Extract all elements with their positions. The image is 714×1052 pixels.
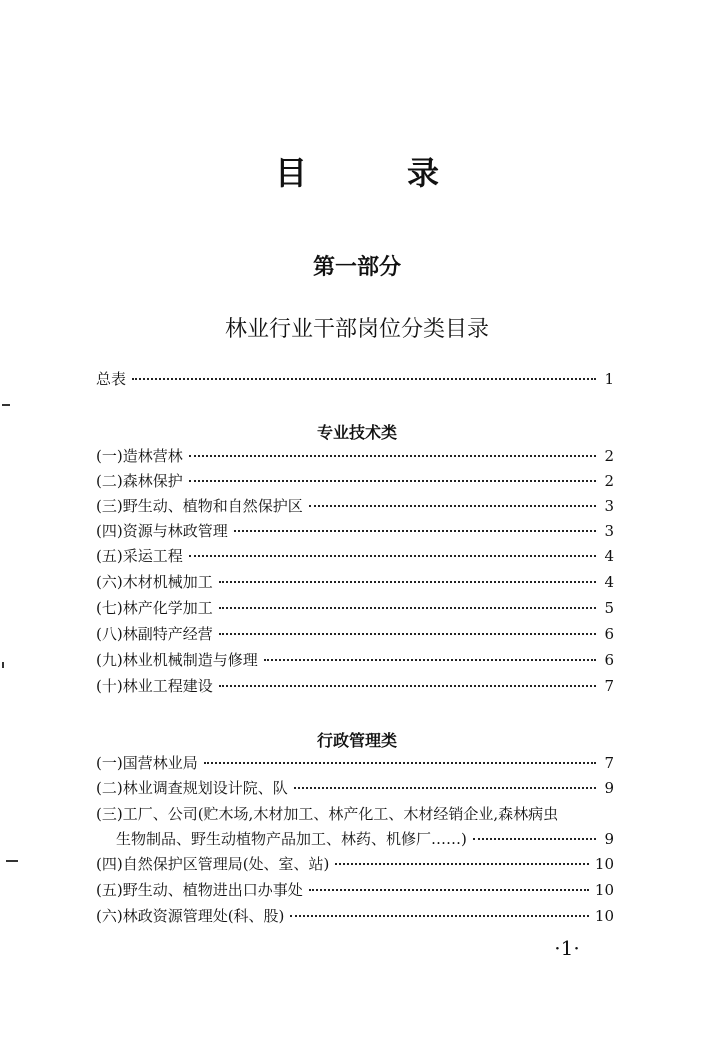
toc-entry[interactable] (96, 879, 614, 901)
dot-leader (219, 685, 596, 687)
toc-entry-page: 7 (604, 677, 614, 695)
toc-entry-continuation[interactable] (116, 828, 614, 850)
section-heading-technical: 专业技术类 (316, 423, 397, 442)
scan-artifact (2, 404, 10, 406)
toc-entry[interactable] (96, 545, 614, 567)
toc-entry-page: 9 (604, 779, 614, 797)
scan-artifact (6, 860, 18, 862)
dot-leader (219, 607, 596, 609)
toc-entry-page: 2 (604, 472, 614, 490)
dot-leader (189, 480, 596, 482)
toc-entry-label: (五)野生动、植物进出口办事处 (96, 881, 303, 899)
toc-entry-summary[interactable] (96, 368, 614, 390)
dot-leader (234, 530, 596, 532)
toc-entry[interactable] (96, 752, 614, 774)
toc-entry-label: (五)采运工程 (96, 547, 183, 565)
dot-leader (290, 915, 588, 917)
toc-entry[interactable] (96, 649, 614, 671)
toc-entry[interactable] (96, 853, 614, 875)
dot-leader (335, 863, 588, 865)
toc-entry[interactable] (96, 675, 614, 697)
toc-entry-label: (四)资源与林政管理 (96, 522, 228, 540)
toc-entry-page: 1 (604, 370, 614, 388)
toc-entry[interactable] (96, 777, 614, 799)
toc-entry-label: (三)野生动、植物和自然保护区 (96, 497, 303, 515)
dot-leader (189, 455, 596, 457)
toc-entry-page: 2 (604, 447, 614, 465)
dot-leader (189, 555, 596, 557)
toc-entry[interactable] (96, 445, 614, 467)
toc-entry-page: 7 (604, 754, 614, 772)
toc-entry-label: 生物制品、野生动植物产品加工、林药、机修厂……) (116, 830, 467, 848)
toc-entry-label-multiline[interactable]: (三)工厂、公司(贮木场,木材加工、林产化工、木材经销企业,森林病虫 (96, 805, 559, 823)
toc-entry[interactable] (96, 905, 614, 927)
toc-entry-page: 4 (604, 547, 614, 565)
toc-entry-label: (一)国营林业局 (96, 754, 198, 772)
toc-entry[interactable] (96, 495, 614, 517)
dot-leader (309, 889, 589, 891)
toc-entry-page: 6 (604, 625, 614, 643)
toc-entry[interactable] (96, 520, 614, 542)
dot-leader (294, 787, 596, 789)
dot-leader (264, 659, 596, 661)
dot-leader (132, 378, 596, 380)
dot-leader (219, 581, 596, 583)
toc-entry-page: 3 (604, 522, 614, 540)
toc-entry-label: (一)造林营林 (96, 447, 183, 465)
dot-leader (309, 505, 596, 507)
dot-leader (219, 633, 596, 635)
toc-entry-page: 4 (604, 573, 614, 591)
toc-entry-label: (二)森林保护 (96, 472, 183, 490)
toc-entry-label: 总表 (96, 370, 127, 388)
toc-entry[interactable] (96, 571, 614, 593)
toc-entry-label: (九)林业机械制造与修理 (96, 651, 258, 669)
footer-page-number: ·1· (554, 936, 580, 960)
toc-entry-page: 6 (604, 651, 614, 669)
dot-leader (204, 762, 596, 764)
toc-entry[interactable] (96, 470, 614, 492)
toc-entry-page: 10 (594, 907, 614, 925)
toc-entry-label: (十)林业工程建设 (96, 677, 213, 695)
toc-entry-page: 10 (594, 881, 614, 899)
toc-entry-label: (二)林业调查规划设计院、队 (96, 779, 288, 797)
toc-title: 目 录 (274, 154, 473, 192)
section-heading-administrative: 行政管理类 (316, 731, 397, 750)
toc-entry-label: (六)林政资源管理处(科、股) (96, 907, 285, 925)
toc-entry-page: 5 (604, 599, 614, 617)
toc-entry[interactable] (96, 623, 614, 645)
toc-entry-label: (七)林产化学加工 (96, 599, 213, 617)
dot-leader (473, 838, 596, 840)
toc-entry-label: (八)林副特产经营 (96, 625, 213, 643)
toc-entry-label: (六)木材机械加工 (96, 573, 213, 591)
toc-entry[interactable] (96, 597, 614, 619)
part-title: 第一部分 (312, 255, 401, 280)
toc-entry-page: 10 (594, 855, 614, 873)
toc-entry-page: 9 (604, 830, 614, 848)
scan-artifact (2, 662, 4, 668)
toc-entry-page: 3 (604, 497, 614, 515)
toc-entry-label: (四)自然保护区管理局(处、室、站) (96, 855, 330, 873)
part-subtitle: 林业行业干部岗位分类目录 (224, 317, 489, 342)
